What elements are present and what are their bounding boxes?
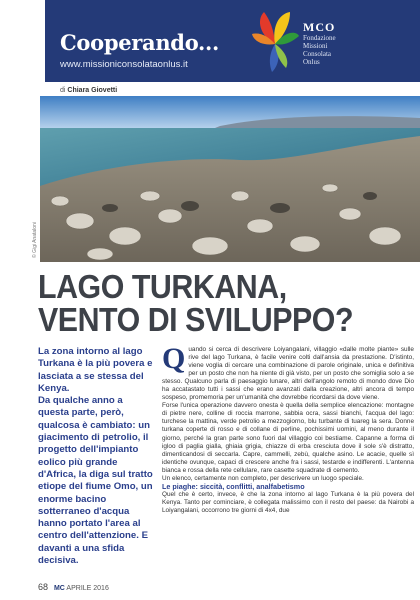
- section-subheading: Le piaghe: siccità, conflitti, analfabetismo: [162, 481, 305, 491]
- byline: di Chiara Giovetti: [60, 87, 118, 94]
- lead-paragraph: La zona intorno al lago Turkana è la più povera e lasciata a se stessa del Kenya. Da qualche anno a questa parte, però, qualcosa è cambiato: un giacimento di petrolio, il progetto dell'impianto eolico più grande d'Africa, la diga sul tratto etiope del fiume Omo, un enorme bacino sotterraneo d'acqua hanno portato l'area al centro dell'attenzione. E davanti a una sfida decisiva.: [38, 346, 153, 567]
- page-footer: [38, 582, 109, 592]
- magazine-name: MC: [53, 585, 65, 592]
- mco-logo-icon: [250, 6, 300, 76]
- headline-line-2: VENTO DI SVILUPPO?: [38, 301, 354, 338]
- article-body: [162, 342, 414, 515]
- author-name: Chiara Giovetti: [67, 87, 118, 94]
- org-name: Fondazione Missioni Consolata Onlus: [303, 34, 336, 66]
- page-number: 68: [38, 582, 49, 592]
- section-title: Cooperando...: [60, 30, 220, 55]
- headline-line-1: LAGO TURKANA,: [38, 268, 287, 305]
- body-paragraph: Quel che è certo, invece, è che la zona intorno al lago Turkana è la più povera del Kenya. Tanto per cominciare, è collegata malissimo con il resto del paese: da Nairobi a Loiyangalani, occorrono tre giorni di 4x4, due: [162, 490, 414, 514]
- article-headline: [38, 270, 418, 336]
- website-url: www.missioniconsolataonlus.it: [60, 59, 188, 70]
- lake-photo: [40, 96, 420, 262]
- issue-date: APRILE 2016: [66, 585, 109, 592]
- org-abbreviation: MCO: [303, 20, 336, 34]
- body-paragraph: Forse l'unica operazione davvero onesta è quella della semplice elencazione: montagne di pietre nere, colline di roccia marrone, sabbia ocra, sassi bianchi, l'acqua del lago: turchese la mattina, verde petrolio a mezzogiorno, blu turbante di tuareg la sera. Donne turkana coperte di rosso e di collane di perline, pochissimi uomini, al meno durante il giorno, perché la gran parte sono fuori dal villaggio coi bestiame. Capanne a forma di igloo di paglia gialla, ghiaia grigia, chiazze di erba cresciuta dove il sole s'è distratto, dimenticandosi di seccarla. Capre, cammelli, zebù, qualche asino. Le acacie, quelle sì identiche ovunque, capaci di crescere anche fra i sassi, testarde e indifferenti. L'antenna bianca e rossa della rete cellulare, rare casette squadrate di cemento.: [162, 402, 414, 474]
- body-paragraph: uando si cerca di descrivere Loiyangalani, villaggio «dalle molte piante» sulle rive del lago Turkana, è facile venire colti dall'ansia da prestazione. D'istinto, viene voglia di cercare una combinazione di parole originale, unica e definitiva per un posto che non ha niente di già visto, per un posto che somiglia solo a se stesso. Qualcuno parla di paesaggio lunare, altri dell'angolo remoto di mondo dove Dio ha accatastato tutti i sassi che erano avanzati dalla creazione, altri ancora di tempo sospeso, promemoria per un'umanità che dovrebbe ricordarsi da dove viene.: [162, 346, 414, 402]
- drop-cap: Q: [162, 342, 186, 375]
- body-paragraph: Un elenco, certamente non completo, per descrivere un luogo speciale.: [162, 474, 364, 482]
- photo-credit: © Gigi Anataloni: [32, 222, 38, 258]
- header-banner: [45, 0, 420, 82]
